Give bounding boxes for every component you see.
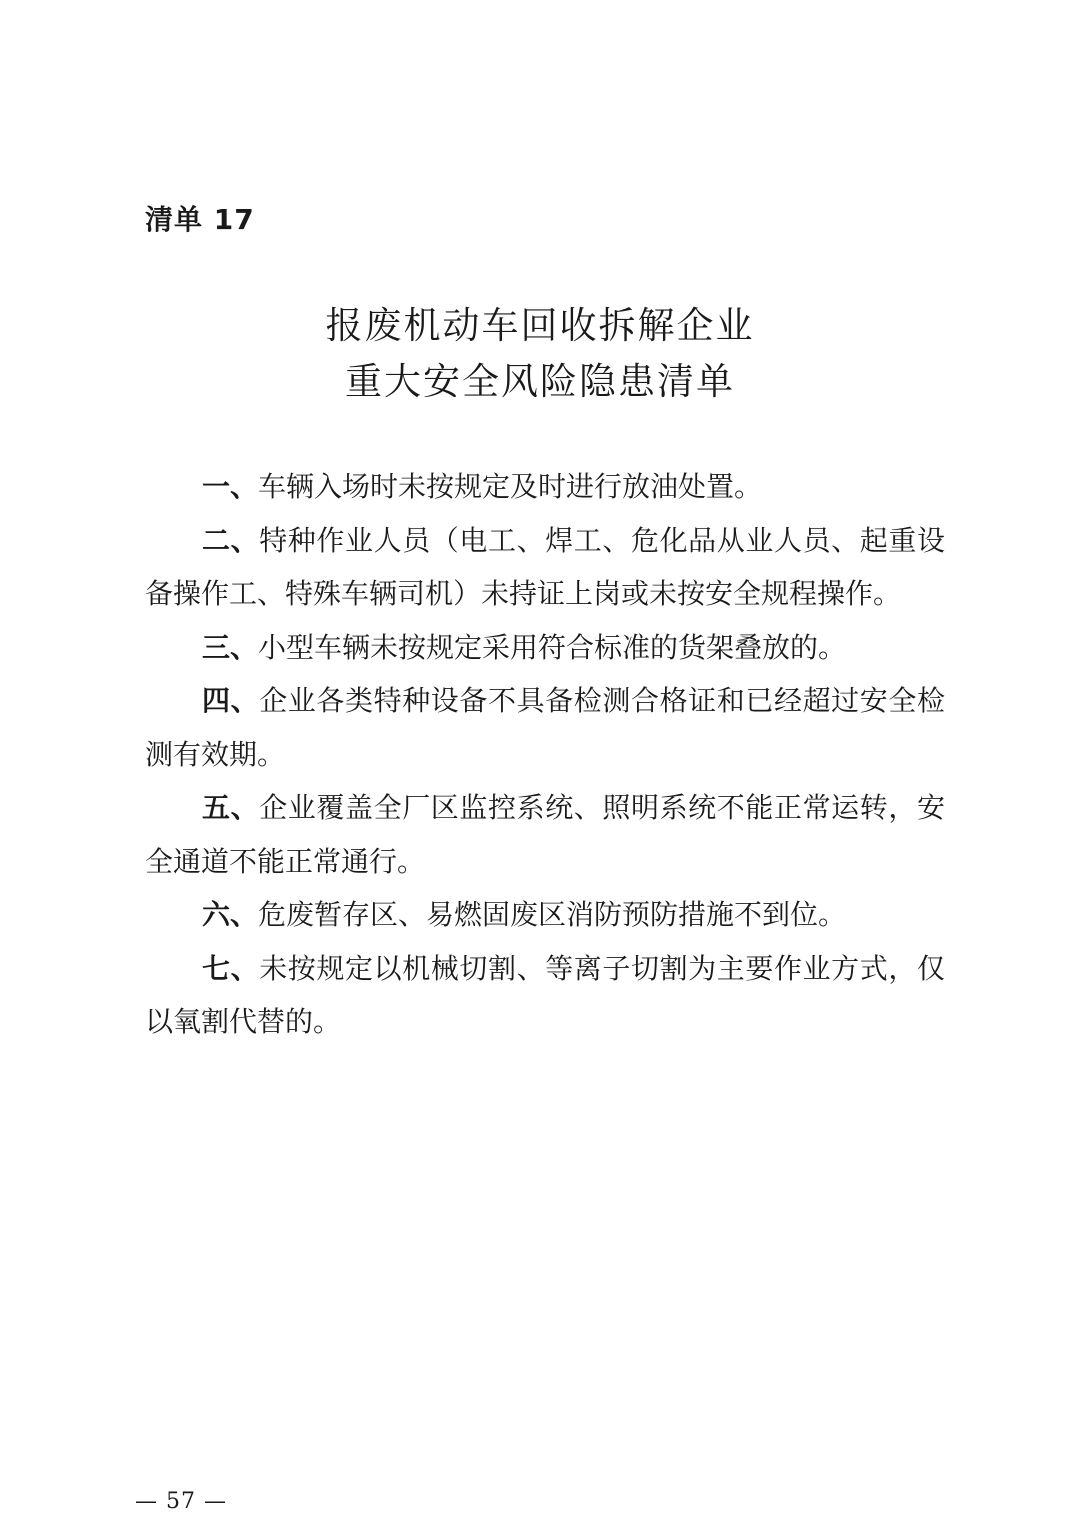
hazard-item-1: [145, 460, 945, 514]
title-line-2: 重大安全风险隐患清单: [345, 360, 735, 403]
list-label: 清单 17: [145, 203, 255, 236]
hazard-item-2: [145, 514, 945, 621]
item-number: 七、: [202, 951, 260, 985]
item-number: 二、: [202, 523, 260, 557]
title-line-1: 报废机动车回收拆解企业: [325, 304, 755, 347]
item-text: 小型车辆未按规定采用符合标准的货架叠放的。: [258, 630, 847, 664]
hazard-item-5: [145, 781, 945, 888]
item-text: 车辆入场时未按规定及时进行放油处置。: [258, 470, 763, 503]
item-text: 企业各类特种设备不具备检测合格证和已经超过安全检测有效期。: [145, 684, 945, 771]
document-title: [145, 298, 935, 410]
hazard-item-4: [145, 674, 945, 781]
item-number: 六、: [202, 898, 259, 931]
hazard-item-6: [145, 888, 945, 942]
item-number: 一、: [202, 470, 259, 503]
item-text: 特种作业人员（电工、焊工、危化品从业人员、起重设备操作工、特殊车辆司机）未持证上岗或未按安全规程操作。: [145, 523, 945, 610]
page-number: — 57 —: [135, 1489, 227, 1514]
item-number: 五、: [202, 791, 260, 824]
hazard-item-3: [145, 621, 945, 675]
item-text: 危废暂存区、易燃固废区消防预防措施不到位。: [258, 898, 847, 931]
item-number: 三、: [202, 630, 259, 664]
hazard-list: [145, 460, 945, 1049]
item-number: 四、: [202, 684, 260, 717]
item-text: 企业覆盖全厂区监控系统、照明系统不能正常运转，安全通道不能正常通行。: [145, 791, 945, 878]
hazard-item-7: [145, 942, 945, 1049]
item-text: 未按规定以机械切割、等离子切割为主要作业方式，仅以氧割代替的。: [145, 951, 945, 1038]
